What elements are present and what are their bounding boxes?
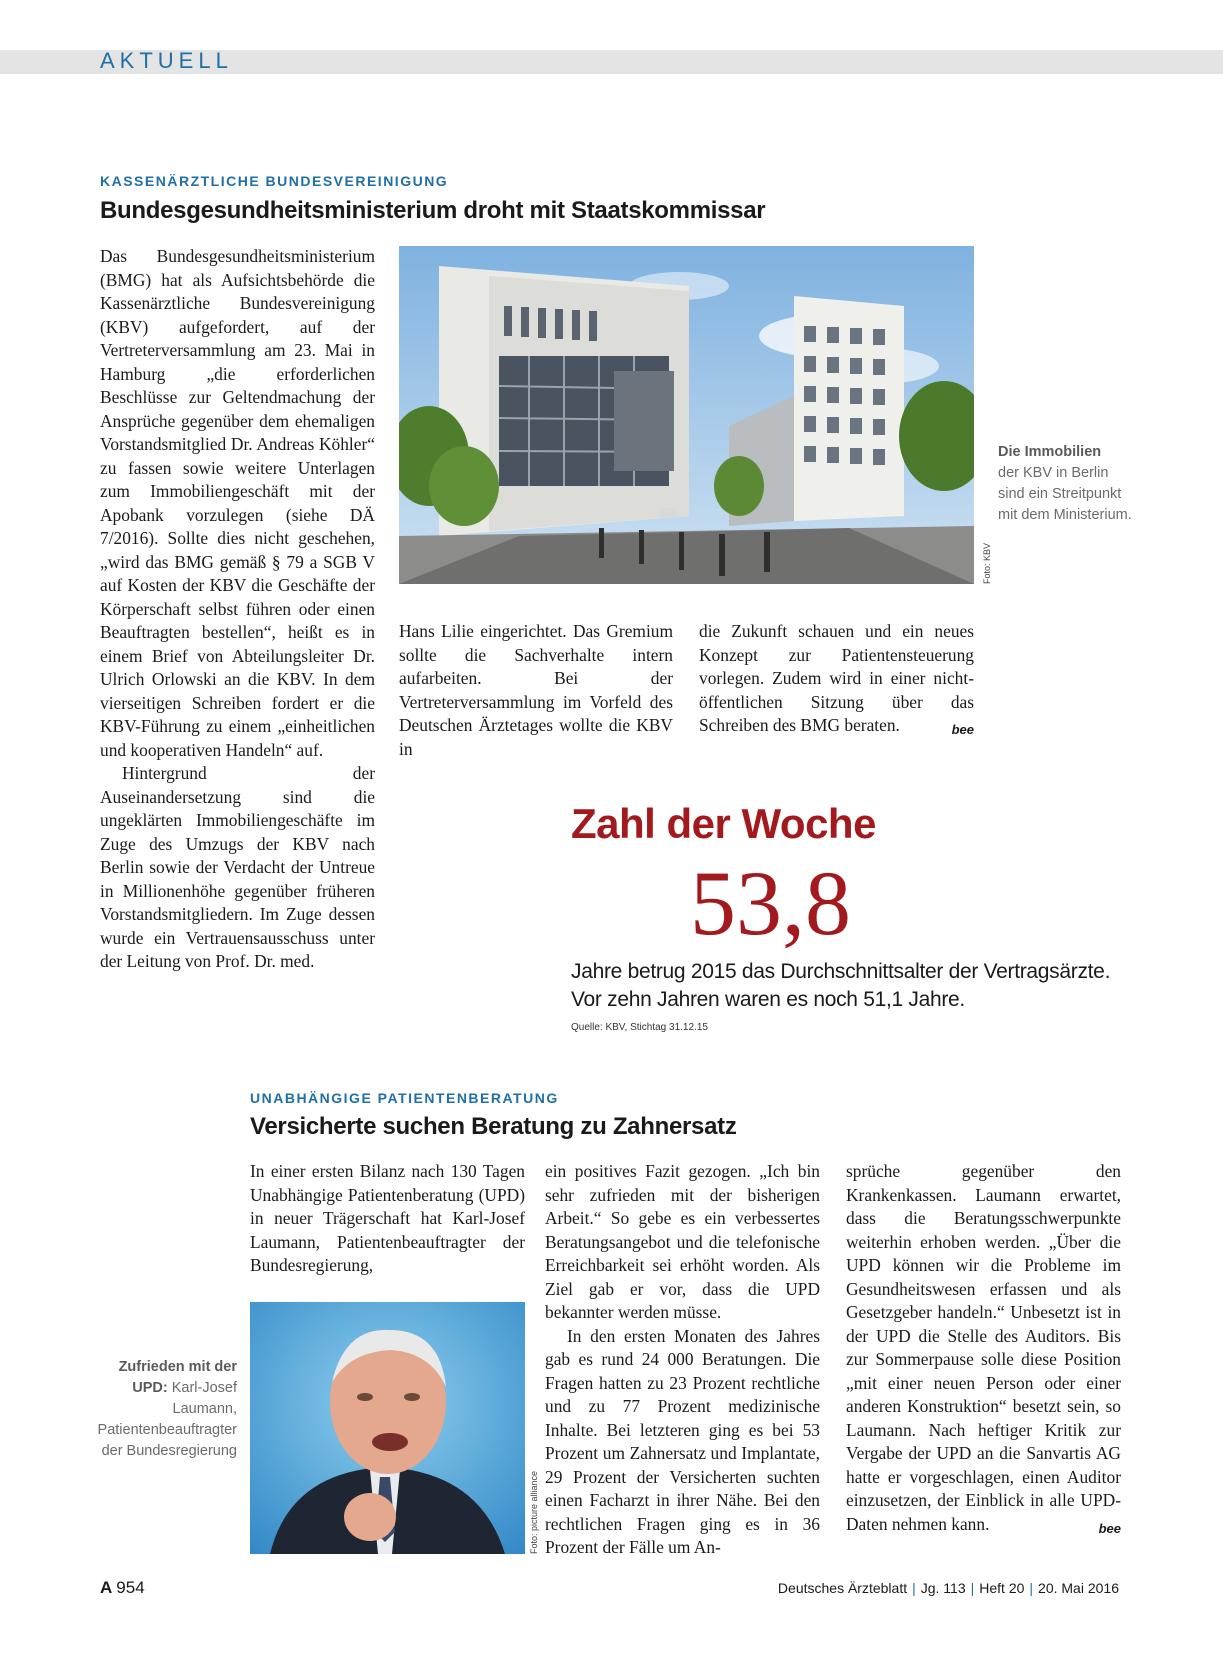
author-signature: bee	[1098, 1520, 1121, 1536]
article1-column-1	[100, 245, 375, 974]
author-signature: bee	[951, 722, 974, 737]
journal-name: Deutsches Ärzteblatt	[777, 1580, 908, 1596]
article2-column-2	[545, 1160, 820, 1560]
journal-info: Deutsches Ärzteblatt | Jg. 113 | Heft 20 | 20. Mai 2016	[777, 1580, 1119, 1596]
caption-text: Karl-Josef Laumann, Patientenbeauftragter der Bundesregierung	[97, 1380, 237, 1459]
article1-column-3	[699, 620, 974, 742]
laumann-portrait-photo	[250, 1302, 525, 1554]
caption-bold: Die Immobilien	[998, 444, 1102, 460]
portrait-photo-credit: Foto: picture alliance	[529, 1470, 539, 1554]
caption-bold: Zufrieden mit der UPD:	[118, 1359, 237, 1396]
article1-col3-text: die Zukunft schauen und ein neues Konzept zur Patientensteuerung vorlegen. Zudem wird in einer nicht-öffentlichen Sitzung über das Schreiben des BMG beraten.	[699, 621, 974, 735]
journal-date: 20. Mai 2016	[1038, 1580, 1119, 1596]
journal-volume: Jg. 113	[920, 1580, 966, 1596]
article2-paragraph	[846, 1160, 1121, 1536]
article1-paragraph: Hintergrund der Auseinandersetzung sind die ungeklärten Immobiliengeschäfte im Zuge des Umzugs der KBV nach Berlin sowie der Verdacht der Untreue in Millionenhöhe gegenüber früheren Vorstandsmitgliedern. Im Zuge dessen wurde ein Vertrauensausschuss unter der Leitung von Prof. Dr. med.	[100, 763, 375, 971]
number-of-week-description	[571, 958, 1110, 1014]
photo-credit: Foto: KBV	[982, 542, 992, 584]
article1-caption	[998, 442, 1138, 526]
article2-kicker: UNABHÄNGIGE PATIENTENBERATUNG	[250, 1090, 559, 1106]
journal-issue: Heft 20	[979, 1580, 1025, 1596]
article2-column-3	[846, 1160, 1121, 1540]
caption-text: der KBV in Berlin sind ein Streitpunkt mit dem Ministerium.	[998, 465, 1132, 523]
article1-paragraph: Das Bundesgesundheitsministerium (BMG) hat als Aufsichtsbehörde die Kassenärztliche Bundesvereinigung (KBV) aufgefordert, auf der Vertreterversammlung am 23. Mai in Hamburg „die erforderlichen Beschlüsse zur Geltendmachung der Ansprüche gegenüber dem ehemaligen Vorstandsmitglied Dr. Andreas Köhler“ zu fassen sowie weitere Unterlagen zum Immobiliengeschäft mit der Apobank vorzulegen (siehe DÄ 7/2016). Sollte dies nicht geschehen, „wird das BMG gemäß § 79 a SGB V auf Kosten der KBV die Geschäfte der Körperschaft selbst führen oder einen Beauftragten bestellen“, heißt es in einem Brief von Abteilungsleiter Dr. Ulrich Orlowski an die KBV. In dem vierseitigen Schreiben fordert er die KBV-Führung zu einem „einheitlichen und kooperativen Handeln“ auf.	[100, 246, 375, 760]
article2-paragraph: In den ersten Monaten des Jahres gab es rund 24 000 Beratungen. Die Fragen hatten zu 23 Prozent rechtliche und zu 77 Prozent medizinische Inhalte. Bei letzteren ging es bei 53 Prozent um Zahnersatz und Implantate, 29 Prozent der Versicherten suchten einen Facharzt in ihrer Nähe. Bei den rechtlichen Fragen ging es in 36 Prozent der Fälle um An-	[545, 1325, 820, 1557]
article2-paragraph: In einer ersten Bilanz nach 130 Tagen Unabhängige Patientenberatung (UPD) in neuer Trägerschaft hat Karl-Josef Laumann, Patientenbeauftragter der Bundesregierung,	[250, 1161, 525, 1275]
article2-paragraph: ein positives Fazit gezogen. „Ich bin sehr zufrieden mit der bisherigen Arbeit.“ So gebe es ein verbessertes Beratungsangebot und die telefonische Erreichbarkeit sei erhöht worden. Als Ziel gab er vor, dass die UPD bekannter werden müsse.	[545, 1161, 820, 1322]
article1-headline: Bundesgesundheitsministerium droht mit Staatskommissar	[100, 197, 766, 224]
number-of-week-source: Quelle: KBV, Stichtag 31.12.15	[571, 1022, 708, 1033]
article1-paragraph	[699, 620, 974, 738]
number-of-week-value: 53,8	[690, 852, 851, 954]
number-of-week-title: Zahl der Woche	[571, 800, 876, 847]
description-line: Jahre betrug 2015 das Durchschnittsalter der Vertragsärzte.	[571, 960, 1111, 983]
article1-column-2	[399, 620, 673, 761]
page-number-value: 954	[116, 1578, 145, 1597]
kbv-building-photo	[399, 246, 974, 584]
page-number	[100, 1578, 145, 1598]
section-label: AKTUELL	[100, 48, 233, 73]
page-prefix: A	[100, 1578, 113, 1597]
article2-column-1	[250, 1160, 525, 1278]
article2-col3-text: sprüche gegenüber den Krankenkassen. Laumann erwartet, dass die Beratungsschwerpunkte weiterhin erhoben werden. „Über die UPD können wir die Probleme im Gesundheitswesen erfassen und als Gesetzgeber handeln.“ Unbesetzt ist in der UPD die Stelle des Auditors. Bis zur Sommerpause solle diese Position „mit einer neuen Person oder einer anderen Konstruktion“ besetzt sein, so Laumann. Nach heftiger Kritik zur Vergabe der UPD an die Sanvartis AG hatte er vorgeschlagen, einen Auditor einzusetzen, der Einblick in alle UPD-Daten nehmen kann.	[846, 1161, 1121, 1534]
article1-paragraph: Hans Lilie eingerichtet. Das Gremium sollte die Sachverhalte intern aufarbeiten. Bei der Vertreterversammlung im Vorfeld des Deutschen Ärztetages wollte die KBV in	[399, 621, 673, 759]
article2-headline: Versicherte suchen Beratung zu Zahnersatz	[250, 1113, 737, 1140]
article1-kicker: KASSENÄRZTLICHE BUNDESVEREINIGUNG	[100, 173, 449, 189]
article2-caption	[96, 1357, 237, 1462]
description-line: Vor zehn Jahren waren es noch 51,1 Jahre.	[571, 988, 965, 1011]
